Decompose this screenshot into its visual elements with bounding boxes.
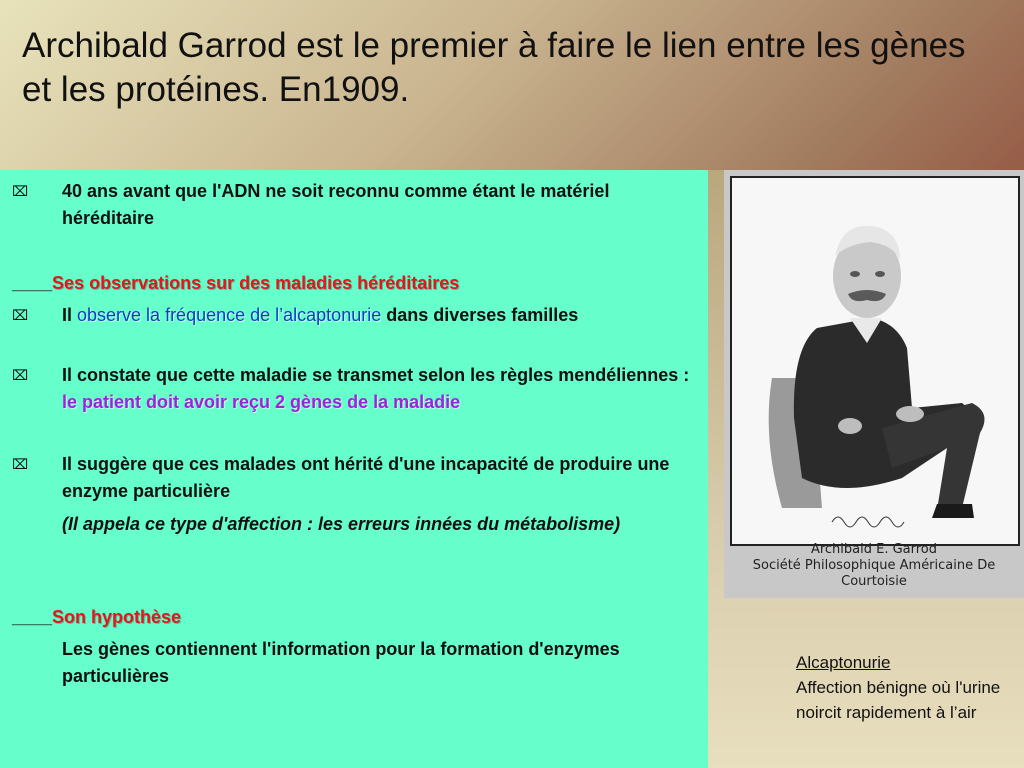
section-prefix: ____ <box>12 273 53 293</box>
content-panel <box>0 170 708 768</box>
portrait-frame <box>724 170 1024 598</box>
bullet-item-3 <box>12 362 692 416</box>
bullet-icon: ⌧ <box>12 367 29 383</box>
highlighted-text-genes: le patient doit avoir reçu 2 gènes de la maladie <box>62 392 461 412</box>
definition-text: Affection bénigne où l'urine noircit rapidement à l’air <box>796 678 1001 722</box>
bullet-text: Il suggère que ces malades ont hérité d'une incapacité de produire une enzyme particulière <box>62 454 670 501</box>
highlighted-text-alcaptonuria: observe la fréquence de l’alcaptonurie <box>77 305 382 325</box>
section-heading-text: Son hypothèse <box>52 607 182 627</box>
bullet-item-4 <box>12 451 692 505</box>
bullet-text: 40 ans avant que l'ADN ne soit reconnu comme étant le matériel héréditaire <box>62 181 610 228</box>
section-heading-observations <box>12 270 692 297</box>
bullet-icon: ⌧ <box>12 456 29 472</box>
bullet-text: Il constate que cette maladie se transmet selon les règles mendéliennes : <box>62 365 690 385</box>
section-heading-text: Ses observations sur des maladies héréditaires <box>52 273 460 293</box>
definition-note <box>796 650 1016 725</box>
slide-title: Archibald Garrod est le premier à faire le lien entre les gènes et les protéines. En1909. <box>22 26 966 109</box>
caption-line: Archibald E. Garrod <box>810 542 938 557</box>
portrait-caption <box>724 542 1024 590</box>
portrait-illustration <box>732 178 1018 544</box>
bullet-text: Il <box>62 305 78 325</box>
bullet-icon: ⌧ <box>12 183 29 199</box>
section-heading-hypothesis <box>12 604 692 631</box>
bullet-text: dans diverses familles <box>381 305 579 325</box>
bullet-item-2 <box>12 302 692 329</box>
portrait-photo <box>730 176 1020 546</box>
caption-line: Société Philosophique Américaine De <box>752 558 996 573</box>
definition-term: Alcaptonurie <box>796 653 891 672</box>
italic-note-inborn-errors: (Il appela ce type d'affection : les erreurs innées du métabolisme) <box>62 514 621 534</box>
bullet-icon: ⌧ <box>12 307 29 323</box>
section-prefix: ____ <box>12 607 53 627</box>
caption-line: Courtoisie <box>841 574 907 589</box>
bullet-item-1 <box>12 178 692 232</box>
hypothesis-text: Les gènes contiennent l'information pour la formation d'enzymes particulières <box>62 639 620 686</box>
